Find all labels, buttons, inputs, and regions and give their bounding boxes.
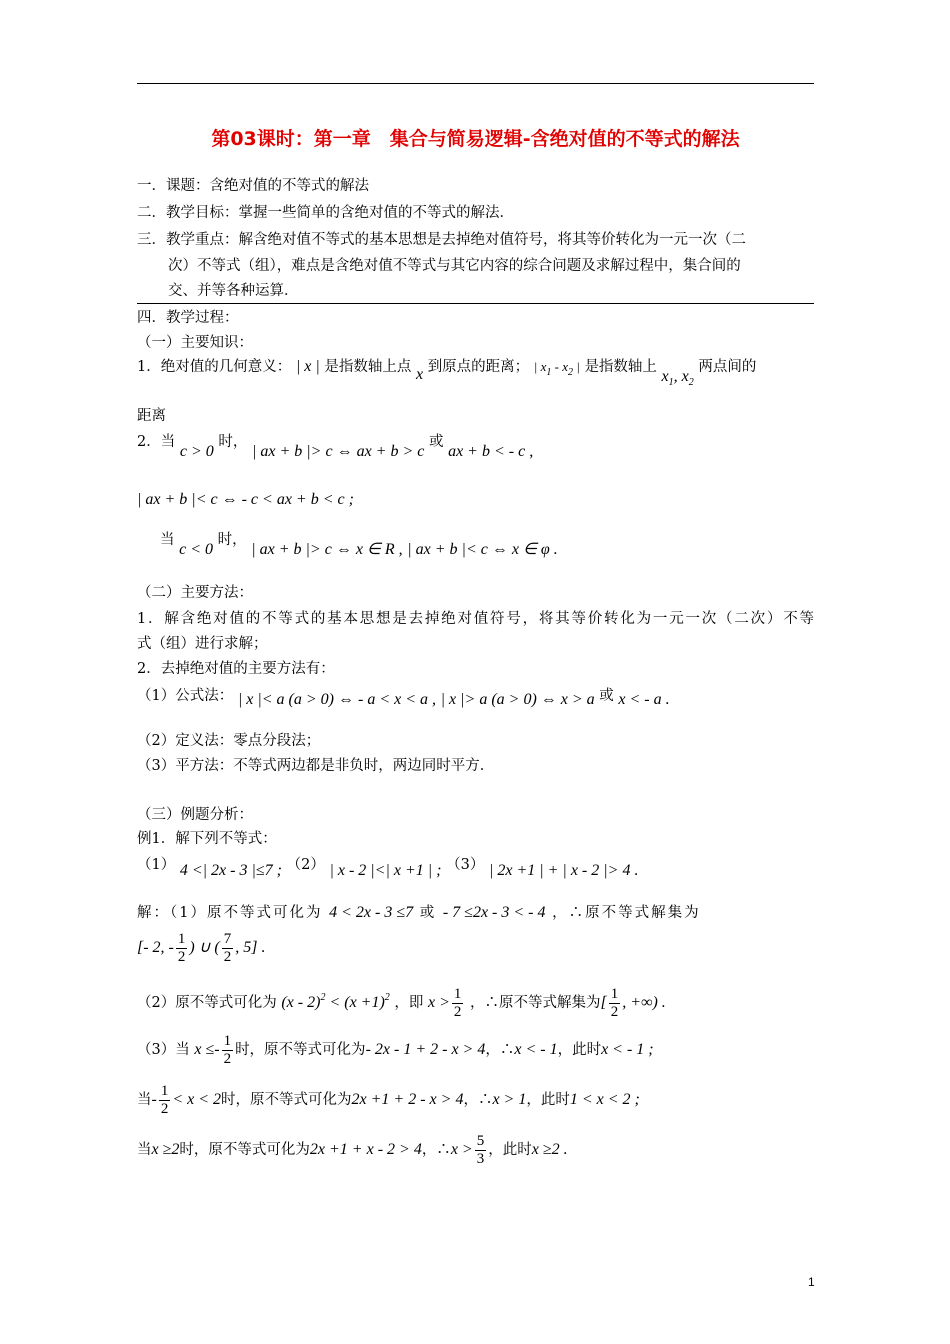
k1-text-c: 到原点的距离； <box>427 359 530 375</box>
section-examples: （三）例题分析： <box>137 807 253 823</box>
solution-2 <box>137 978 666 1023</box>
sol3c-d: ，此时 <box>488 1142 532 1158</box>
math-c-gt-0: c > 0 <box>179 443 214 460</box>
math-sol1-set-b: , 5] . <box>235 939 266 956</box>
sol3c-b: 时，原不等式可化为 <box>179 1142 310 1158</box>
math-sol3b-res: 1 < x < 2 ; <box>569 1091 640 1108</box>
frac-1-2-e: $\frac{1}{2}$ <box>160 1082 169 1117</box>
sol3b-b: 时，原不等式可化为 <box>221 1092 352 1108</box>
k2c-when: 时， <box>217 532 247 548</box>
page-title: 第03课时：第一章 集合与简易逻辑-含绝对值的不等式的解法 <box>211 128 740 150</box>
sol3a-c: ，∴ <box>485 1042 515 1058</box>
math-x: x <box>415 366 424 383</box>
method-2-2: （2）定义法：零点分段法； <box>137 733 321 749</box>
solution-1-set <box>137 928 266 968</box>
top-rule <box>137 83 814 84</box>
sol2-b: ，即 <box>394 995 424 1011</box>
sol3a-a: （3）当 <box>137 1042 190 1058</box>
sol3b-a: 当 <box>137 1092 152 1108</box>
sol1-b: ，∴原不等式解集为 <box>552 905 701 921</box>
k1-text-d: 是指数轴上 <box>584 359 657 375</box>
sol3c-a: 当 <box>137 1142 152 1158</box>
method-1-line1: 1．解含绝对值的不等式的基本思想是去掉绝对值符号，将其等价转化为一元一次（二次）不等 <box>137 611 814 627</box>
sol2-c: ，∴原不等式解集为 <box>470 995 601 1011</box>
math-sol3b-neg: - <box>151 1091 157 1108</box>
math-c-lt-0: c < 0 <box>179 541 214 558</box>
k2-or: 或 <box>428 434 444 450</box>
section-methods: （二）主要方法： <box>137 585 253 601</box>
sol2-a: （2）原不等式可化为 <box>137 995 277 1011</box>
process-heading: 四．教学过程： <box>137 310 239 326</box>
solution-3a <box>137 1030 654 1070</box>
sol1-a: 解：（1）原不等式可化为 <box>137 905 323 921</box>
item-objective: 二．教学目标：掌握一些简单的含绝对值的不等式的解法． <box>137 205 514 221</box>
item-key-line1: 三．教学重点：解含绝对值不等式的基本思想是去掉绝对值符号，将其等价转化为一元一次（二 <box>137 232 746 248</box>
solution-3b <box>137 1080 640 1120</box>
math-sol3b-ineq: 2x +1 + 2 - x > 4 <box>351 1091 464 1108</box>
frac-1-2: $\frac{1}{2}$ <box>177 930 186 965</box>
math-abs-lt-c: | ax + b |< c ⇔ - c < ax + b < c ; <box>137 491 354 508</box>
k2-when: 时， <box>218 434 248 450</box>
math-sol1-set-a: [- 2, - <box>137 939 174 956</box>
sol3b-c: ，∴ <box>463 1092 493 1108</box>
sol3c-c: ，∴ <box>421 1142 451 1158</box>
k1-label: 1．绝对值的几何意义： <box>137 359 292 375</box>
math-sol3b-cond: < x < 2 <box>172 1091 222 1108</box>
math-sol2-x: x > <box>428 994 450 1011</box>
frac-5-3: $\frac{5}{3}$ <box>476 1132 485 1167</box>
knowledge-2 <box>137 432 534 460</box>
item-key-line2: 次）不等式（组），难点是含绝对值不等式与其它内容的综合问题及求解过程中，集合间的 <box>168 258 741 274</box>
math-sol3a-res: x < - 1 ; <box>601 1041 654 1058</box>
math-formula-lt-neg-a: x < - a . <box>618 691 670 708</box>
math-part-3: | 2x +1 | + | x - 2 |> 4 . <box>488 862 639 879</box>
math-sol2-set-a: [ <box>600 994 607 1011</box>
math-formula-lt: | x |< a (a > 0) ⇔ - a < x < a , <box>237 691 437 708</box>
knowledge-1 <box>137 357 757 388</box>
example-1-parts <box>137 855 639 879</box>
sol3a-d: ，此时 <box>557 1042 602 1058</box>
math-lt-neg-c: ax + b < - c , <box>448 443 534 460</box>
sol3b-d: ，此时 <box>526 1092 570 1108</box>
method-2: 2．去掉绝对值的主要方法有： <box>137 661 335 677</box>
math-sol3c-cond: x ≥2 <box>151 1141 180 1158</box>
knowledge-2c <box>160 530 558 558</box>
page-number: 1 <box>808 1275 815 1289</box>
solution-1 <box>137 903 814 923</box>
knowledge-2b <box>137 490 354 510</box>
math-sol3c-ineq: 2x +1 + x - 2 > 4 <box>309 1141 422 1158</box>
math-part-2: | x - 2 |<| x +1 | ; <box>329 862 442 879</box>
math-sol3a-x: x < - 1 <box>514 1041 558 1058</box>
math-sol2-ineq: $(x - 2)^2 < (x +1)^2$ <box>281 992 390 1011</box>
math-sol1-b: - 7 ≤2x - 3 < - 4 <box>442 904 546 921</box>
math-sol2-set-b: , +∞) . <box>622 994 666 1011</box>
frac-1-2-d: $\frac{1}{2}$ <box>223 1032 232 1067</box>
math-abs-x: | x | <box>295 358 320 375</box>
math-abs-gt-c: | ax + b |> c ⇔ ax + b > c <box>251 443 425 460</box>
method-2-1 <box>137 686 670 706</box>
math-sol3c-x: x > <box>450 1141 473 1158</box>
sol3a-b: 时，原不等式可化为 <box>235 1042 366 1058</box>
solution-3c <box>137 1130 568 1170</box>
sol1-or: 或 <box>419 905 437 921</box>
m21-or: 或 <box>599 688 614 704</box>
math-sol1-union: ) ∪ ( <box>189 939 220 956</box>
math-sol3b-x: x > 1 <box>492 1091 527 1108</box>
frac-7-2: $\frac{7}{2}$ <box>223 930 232 965</box>
math-sol3c-res: x ≥2 . <box>531 1141 568 1158</box>
frac-1-2-c: $\frac{1}{2}$ <box>610 985 619 1020</box>
part-3-label: （3） <box>446 857 485 873</box>
method-1-line2: 式（组）进行求解； <box>137 636 268 652</box>
math-abs-lt-c-empty: | ax + b |< c ⇔ x ∈ φ . <box>407 541 558 558</box>
section-rule <box>137 303 814 304</box>
k2-label: 2．当 <box>137 434 176 450</box>
section-knowledge: （一）主要知识： <box>137 335 253 351</box>
k1-text-b: 是指数轴上点 <box>324 359 412 375</box>
part-1-label: （1） <box>137 857 176 873</box>
math-sol3a-cond: x ≤- <box>194 1041 220 1058</box>
example-1: 例1．解下列不等式： <box>137 831 277 847</box>
method-2-3: （3）平方法：不等式两边都是非负时，两边同时平方． <box>137 758 495 774</box>
part-2-label: （2） <box>286 857 325 873</box>
knowledge-1-cont: 距离 <box>137 408 166 424</box>
item-topic: 一．课题：含绝对值的不等式的解法 <box>137 178 369 194</box>
k2c-label: 当 <box>160 532 175 548</box>
math-formula-gt: | x |> a (a > 0) ⇔ x > a <box>440 691 595 708</box>
math-x1-x2: $x_1$, $x_2$ <box>661 368 694 388</box>
math-abs-x1-x2: | $x_1 - x_2$ | <box>533 359 580 378</box>
math-part-1: 4 <| 2x - 3 |≤7 ; <box>179 862 282 879</box>
math-sol3a-ineq: - 2x - 1 + 2 - x > 4 <box>365 1041 486 1058</box>
item-key-line3: 交、并等各种运算． <box>168 283 299 299</box>
m21-label: （1）公式法： <box>137 688 234 704</box>
frac-1-2-b: $\frac{1}{2}$ <box>453 985 462 1020</box>
math-abs-gt-c-R: | ax + b |> c ⇔ x ∈ R , <box>251 541 403 558</box>
k1-text-e: 两点间的 <box>698 359 757 375</box>
math-sol1-a: 4 < 2x - 3 ≤7 <box>329 904 414 921</box>
